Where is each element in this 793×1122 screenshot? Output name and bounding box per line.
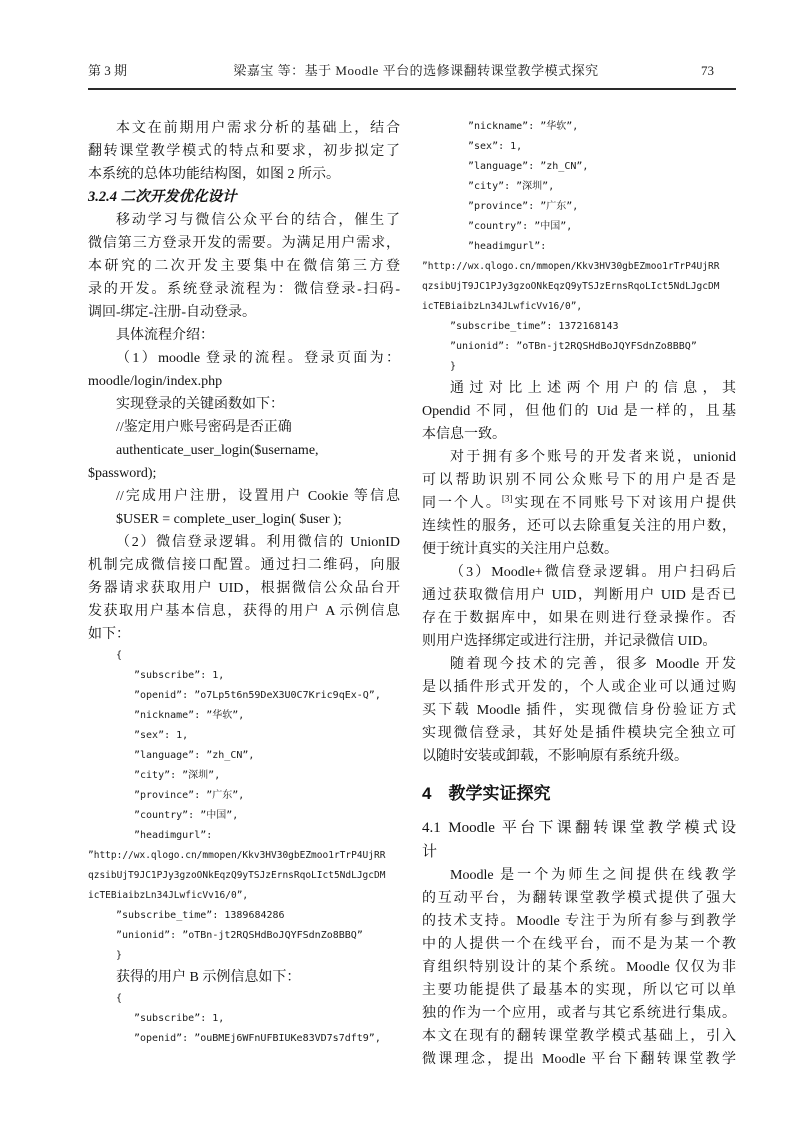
code-line: ”openid”: ”ouBMEj6WFnUFBIUKe83VD7s7dft9”, [134,1033,381,1044]
code-line: ”language”: ”zh_CN”, [468,161,589,172]
code-line: ”language”: ”zh_CN”, [134,750,255,761]
text-line: //鉴定用户账号密码是否正确 [116,420,292,435]
text-line: 本系统的总体功能结构图，如图 2 所示。 [88,167,340,182]
text-line: 机制完成微信接口配置。通过扫二维码，向服 [88,558,400,573]
code-line: ”subscribe_time”: 1372168143 [450,321,619,332]
text-line: （1）moodle 登录的流程。登录页面为： [116,351,400,366]
text-span: 实现在不同账号下对该用户提供 [512,496,737,511]
journal-issue: 第 3 期 [88,63,128,78]
subsubsection-heading: 3.2.4 二次开发优化设计 [88,189,237,205]
text-span: 同一个人。 [422,496,502,511]
text-line [422,492,736,515]
text-line: 育组织特别设计的某个系统。Moodle 仅仅为非 [422,960,736,975]
text-line: authenticate_user_login($username, [116,443,319,458]
text-line: 本信息一致。 [422,427,506,442]
text-line: 存在于数据库中，如果在则进行登录操作。否 [422,611,736,626]
text-line: 以随时安装或卸载，不影响原有系统升级。 [422,749,688,764]
text-line: （3）Moodle+微信登录逻辑。用户扫码后 [450,565,736,580]
text-line: 移动学习与微信公众平台的结合，催生了 [116,213,400,228]
right-column [422,117,736,1071]
code-line: ”http://wx.qlogo.cn/mmopen/Kkv3HV30gbEZmoo1rTrP4UjRR [88,850,386,861]
text-line: 翻转课堂教学模式的特点和要求，初步拟定了 [88,144,400,159]
text-line: moodle/login/index.php [88,374,223,389]
subsection-heading: 4.1 Moodle 平台下课翻转课堂教学模式设 [422,820,736,836]
code-line: ”headimgurl”: [134,830,213,841]
text-line: 具体流程介绍： [116,328,214,343]
code-line: } [450,361,457,372]
code-line: qzsibUjT9JC1PJy3gzoONkEqzQ9yTSJzErnsRqoLIct5NdLJgcDM [422,281,720,292]
code-line: ”subscribe_time”: 1389684286 [116,910,285,921]
text-line: 主要功能提供了最基本的实现，所以它可以单 [422,983,736,998]
text-line: 本文在前期用户需求分析的基础上，结合 [116,121,400,136]
running-title: 梁嘉宝 等：基于 Moodle 平台的选修课翻转课堂教学模式探究 [233,63,599,78]
code-line: ”subscribe”: 1, [134,1013,225,1024]
text-line: （2）微信登录逻辑。利用微信的 UnionID [116,535,400,550]
code-line: } [116,950,123,961]
code-line: ”unionid”: ”oTBn-jt2RQSHdBoJQYFSdnZo8BBQ” [450,341,697,352]
code-line: icTEBiaibzLn34JLwficVv16/0”, [422,301,583,312]
text-line: 可以帮助识别不同公众账号下的用户是否是 [422,473,736,488]
code-line: ”sex”: 1, [134,730,189,741]
code-line: ”nickname”: ”华软”, [468,121,579,132]
text-line: 如下： [88,627,130,642]
code-line: ”http://wx.qlogo.cn/mmopen/Kkv3HV30gbEZmoo1rTrP4UjRR [422,261,720,272]
text-line: 对于拥有多个账号的开发者来说，unionid [450,450,736,465]
text-line: $password); [88,466,157,481]
two-column-layout [88,117,736,1071]
code-line: ”province”: ”广东”, [134,790,245,801]
text-line: 获得的用户 B 示例信息如下： [116,970,301,985]
code-line: ”province”: ”广东”, [468,201,579,212]
text-line: 通过获取微信用户 UID，判断用户 UID 是否已 [422,588,736,603]
text-line: 调回-绑定-注册-自动登录。 [88,305,256,320]
code-line: icTEBiaibzLn34JLwficVv16/0”, [88,890,249,901]
footnote-ref: [3] [501,493,513,504]
code-line: ”city”: ”深圳”, [134,770,221,781]
text-line: 通过对比上述两个用户的信息，其 [450,381,736,396]
text-line: 的技术支持。Moodle 专注于为所有参与到教学 [422,914,736,929]
text-line: Moodle 是一个为师生之间提供在线教学 [450,868,736,883]
text-line: 实现登录的关键函数如下： [116,397,284,412]
left-column [88,117,400,1071]
code-line: ”subscribe”: 1, [134,670,225,681]
code-line: ”openid”: ”o7Lp5t6n59DeX3U0C7Kric9qEx-Q”, [134,690,381,701]
text-line: 便于统计真实的关注用户总数。 [422,542,618,557]
subsection-heading: 计 [422,844,438,860]
text-line: 发获取用户基本信息，获得的用户 A 示例信息 [88,604,400,619]
text-line: 务器请求获取用户 UID，根据微信公众品台开 [88,581,400,596]
code-line: ”unionid”: ”oTBn-jt2RQSHdBoJQYFSdnZo8BBQ” [116,930,363,941]
code-line: ”sex”: 1, [468,141,523,152]
text-line: 独的作为一个应用，或者与其它系统进行集成。 [422,1006,736,1021]
text-line: 买下载 Moodle 插件，实现微信身份验证方式 [422,703,736,718]
text-line: Opendid 不同，但他们的 Uid 是一样的，且基 [422,404,736,419]
text-line: 本文在现有的翻转课堂教学模式基础上，引入 [422,1029,736,1044]
code-line: ”country”: ”中国”, [134,810,239,821]
text-line: 微课理念，提出 Moodle 平台下翻转课堂教学 [422,1052,736,1067]
code-line: { [116,993,123,1004]
text-line: 本研究的二次开发主要集中在微信第三方登 [88,259,400,274]
code-line: ”nickname”: ”华软”, [134,710,245,721]
text-line: 是以插件形式开发的，个人或企业可以通过购 [422,680,736,695]
section-heading: 4 教学实证探究 [422,784,551,803]
code-line: { [116,650,123,661]
code-line: ”headimgurl”: [468,241,547,252]
text-line: $USER = complete_user_login( $user ); [116,512,342,527]
text-line: 连续性的服务，还可以去除重复关注的用户数， [422,519,736,534]
code-line: ”city”: ”深圳”, [468,181,555,192]
text-line: 录的开发。系统登录流程为：微信登录-扫码- [88,282,400,297]
page-number: 73 [701,63,714,78]
text-line: 实现微信登录，其好处是插件模块完全独立可 [422,726,736,741]
text-line: 微信第三方登录开发的需要。为满足用户需求， [88,236,400,251]
text-line: 随着现今技术的完善，很多 Moodle 开发 [450,657,736,672]
text-line: 中的人提供一个在线平台，而不是为某一个教 [422,937,736,952]
text-line: //完成用户注册，设置用户 Cookie 等信息 [116,489,400,504]
code-line: qzsibUjT9JC1PJy3gzoONkEqzQ9yTSJzErnsRqoLIct5NdLJgcDM [88,870,386,881]
text-line: 则用户选择绑定或进行注册，并记录微信 UID。 [422,634,717,649]
code-line: ”country”: ”中国”, [468,221,573,232]
text-line: 的互动平台，为翻转课堂教学模式提供了强大 [422,891,736,906]
running-header [88,60,736,90]
